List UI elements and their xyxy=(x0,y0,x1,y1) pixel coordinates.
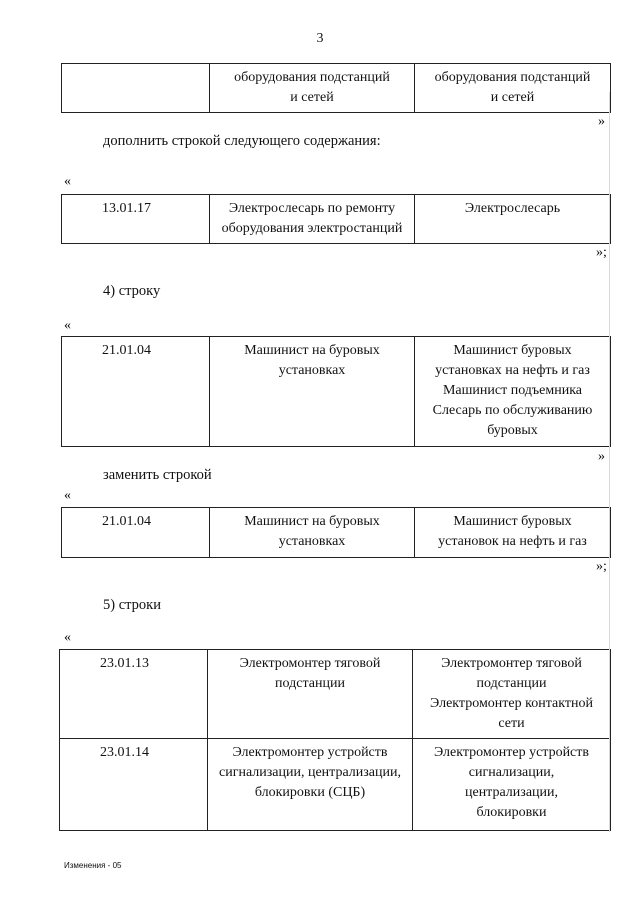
table-1 xyxy=(61,63,611,113)
opening-quote: « xyxy=(64,488,71,503)
profession-cell: оборудования подстанций и сетей xyxy=(210,64,415,113)
related-profession-cell: Электромонтер устройств сигнализации, централизации, блокировки xyxy=(413,739,611,831)
code-cell: 21.01.04 xyxy=(62,508,210,558)
scan-edge-line xyxy=(609,92,610,832)
table-4 xyxy=(61,507,611,558)
opening-quote: « xyxy=(64,318,71,333)
profession-cell: Электромонтер устройств сигнализации, централизации, блокировки (СЦБ) xyxy=(208,739,413,831)
related-profession-cell: Электрослесарь xyxy=(415,195,611,244)
table-2 xyxy=(61,194,611,244)
code-cell xyxy=(62,64,210,113)
related-profession-cell: Электромонтер тяговой подстанции Электромонтер контактной сети xyxy=(413,650,611,739)
related-profession-cell: Машинист буровых установок на нефть и газ xyxy=(415,508,611,558)
paragraph-replace: заменить строкой xyxy=(103,467,212,483)
code-cell: 23.01.14 xyxy=(60,739,208,831)
table-5 xyxy=(59,649,611,831)
code-cell: 21.01.04 xyxy=(62,337,210,447)
profession-cell: Электрослесарь по ремонту оборудования электростанций xyxy=(210,195,415,244)
table-row xyxy=(60,739,611,831)
profession-cell: Машинист на буровых установках xyxy=(210,337,415,447)
paragraph-item-4: 4) строку xyxy=(103,283,161,299)
table-row xyxy=(62,64,611,113)
related-profession-cell: оборудования подстанций и сетей xyxy=(415,64,611,113)
code-cell: 23.01.13 xyxy=(60,650,208,739)
table-row xyxy=(60,650,611,739)
paragraph-item-5: 5) строки xyxy=(103,597,161,613)
table-3 xyxy=(61,336,611,447)
table-row xyxy=(62,195,611,244)
paragraph-add-row: дополнить строкой следующего содержания: xyxy=(103,133,381,149)
footer-note: Изменения - 05 xyxy=(64,861,122,870)
profession-cell: Машинист на буровых установках xyxy=(210,508,415,558)
related-profession-cell: Машинист буровых установках на нефть и газ Машинист подъемника Слесарь по обслуживанию буровых xyxy=(415,337,611,447)
opening-quote: « xyxy=(64,174,71,189)
opening-quote: « xyxy=(64,630,71,645)
code-cell: 13.01.17 xyxy=(62,195,210,244)
table-row xyxy=(62,337,611,447)
profession-cell: Электромонтер тяговой подстанции xyxy=(208,650,413,739)
table-row xyxy=(62,508,611,558)
closing-quote: »; xyxy=(596,559,607,574)
closing-quote: » xyxy=(598,114,605,129)
closing-quote: »; xyxy=(596,245,607,260)
closing-quote: » xyxy=(598,449,605,464)
page-number: 3 xyxy=(316,31,324,46)
